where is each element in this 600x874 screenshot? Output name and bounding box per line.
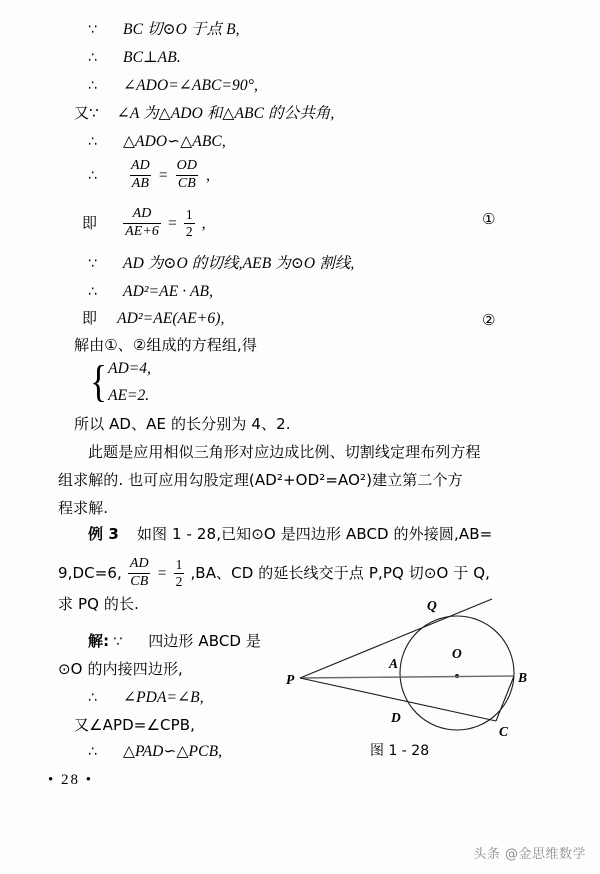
proof-line-5	[88, 134, 226, 150]
because-symbol: ∵	[113, 634, 123, 650]
fraction-numerator: 1	[185, 206, 193, 222]
fraction-ad-cb	[128, 557, 151, 589]
proof-line-9-text: AD²=AE · AB,	[123, 283, 214, 300]
figure-label-c: C	[499, 724, 509, 739]
fraction-numerator: AD	[132, 206, 152, 221]
figure-label-d: D	[391, 710, 401, 725]
equation-tag-2: ②	[482, 311, 496, 329]
equals-sign: =	[168, 214, 177, 232]
solution-line-4: 又∠APD=∠CPB,	[74, 716, 195, 734]
proof-line-1-text: BC 切⊙O 于点 B,	[123, 21, 240, 38]
example-3-statement-line-1: 如图 1 - 28,已知⊙O 是四边形 ABCD 的外接圆,AB=	[136, 525, 493, 543]
solution-line-5	[88, 744, 222, 760]
proof-line-7	[82, 208, 207, 240]
solution-line-5-text: △PAD∽△PCB,	[123, 743, 223, 760]
fraction-denominator: CB	[130, 573, 149, 589]
proof-line-14: 组求解的. 也可应用勾股定理(AD²+OD²=AO²)建立第二个方	[58, 471, 463, 489]
namely-marker: 即	[82, 309, 98, 327]
equals-sign: =	[157, 564, 167, 582]
solution-label: 解:	[88, 632, 110, 650]
fraction-ad-ae6	[123, 207, 161, 239]
figure-label-q: Q	[427, 598, 437, 613]
statement-prefix: 9,DC=6,	[58, 563, 122, 582]
proof-line-3-text: ∠ADO=∠ABC=90°,	[123, 77, 258, 94]
equation-tag-1: ①	[482, 210, 496, 228]
solution-line-1	[88, 634, 261, 650]
proof-line-10	[82, 311, 224, 327]
namely-marker: 即	[82, 213, 98, 232]
figure-caption: 图 1 - 28	[370, 743, 430, 759]
proof-line-3	[88, 78, 258, 94]
figure-1-28	[286, 588, 546, 758]
proof-line-6	[88, 160, 211, 192]
therefore-symbol: ∴	[88, 284, 98, 300]
geometry-diagram-svg	[296, 588, 546, 758]
proof-line-4	[74, 106, 334, 122]
therefore-symbol: ∴	[88, 744, 98, 760]
therefore-symbol: ∴	[88, 167, 98, 184]
comma: ,	[201, 214, 206, 232]
proof-line-10-text: AD²=AE(AE+6),	[117, 310, 225, 327]
solution-line-3	[88, 690, 204, 706]
example-3-statement-line-2	[58, 558, 490, 590]
proof-line-2	[88, 50, 181, 66]
example-3-statement-line-3: 求 PQ 的长.	[58, 595, 139, 613]
because-symbol: ∵	[88, 256, 98, 272]
figure-label-p: P	[286, 672, 295, 687]
proof-line-13: 此题是应用相似三角形对应边成比例、切割线定理布列方程	[88, 443, 481, 461]
proof-line-2-text: BC⊥AB.	[123, 49, 181, 66]
therefore-symbol: ∴	[88, 690, 98, 706]
solution-line-1-text: 四边形 ABCD 是	[148, 632, 262, 650]
proof-line-1	[88, 22, 240, 38]
because-symbol: ∵	[88, 22, 98, 38]
equals-sign: =	[158, 166, 168, 184]
figure-label-b: B	[518, 670, 528, 685]
fraction-denominator: 2	[185, 223, 193, 239]
equation-system	[88, 357, 151, 407]
fraction-numerator: AD	[130, 158, 150, 173]
page-number: • 28 •	[48, 772, 94, 788]
example-3-heading	[88, 527, 492, 543]
fraction-denominator: 2	[175, 573, 183, 589]
solution-line-3-text: ∠PDA=∠B,	[123, 689, 204, 706]
fraction-one-half	[184, 208, 195, 239]
figure-label-a: A	[389, 656, 399, 671]
therefore-symbol: ∴	[88, 78, 98, 94]
fraction-one-half	[174, 558, 185, 589]
watermark: 头条 @金思维数学	[473, 847, 586, 862]
left-brace: {	[90, 357, 108, 407]
proof-line-11: 解由①、②组成的方程组,得	[74, 336, 257, 354]
comma: ,	[206, 166, 211, 184]
system-row-1: AD=4,	[108, 360, 151, 377]
fraction-denominator: CB	[177, 175, 196, 191]
proof-line-4-text: ∠A 为△ADO 和△ABC 的公共角,	[116, 105, 335, 122]
fraction-numerator: OD	[176, 158, 198, 173]
proof-line-5-text: △ADO∽△ABC,	[123, 133, 226, 150]
example-label: 例 3	[88, 525, 119, 543]
fraction-ad-ab	[129, 159, 152, 191]
fraction-numerator: AD	[129, 556, 149, 571]
chord-bc	[496, 676, 514, 721]
fraction-denominator: AE+6	[125, 223, 160, 239]
system-row-2: AE=2.	[108, 387, 150, 404]
secant-line-pab	[300, 676, 514, 678]
proof-line-9	[88, 284, 213, 300]
statement-suffix: ,BA、CD 的延长线交于点 P,PQ 切⊙O 于 Q,	[190, 563, 491, 582]
also-because-symbol: 又∵	[74, 104, 99, 122]
solution-line-2: ⊙O 的内接四边形,	[58, 660, 183, 678]
proof-line-15: 程求解.	[58, 499, 109, 517]
fraction-numerator: 1	[175, 556, 183, 572]
proof-line-8	[88, 256, 354, 272]
fraction-od-cb	[175, 159, 199, 191]
therefore-symbol: ∴	[88, 134, 98, 150]
proof-line-12: 所以 AD、AE 的长分别为 4、2.	[74, 415, 291, 433]
therefore-symbol: ∴	[88, 50, 98, 66]
proof-line-8-text: AD 为⊙O 的切线,AEB 为⊙O 割线,	[123, 255, 355, 272]
fraction-denominator: AB	[131, 175, 150, 191]
figure-label-o: O	[452, 646, 462, 661]
